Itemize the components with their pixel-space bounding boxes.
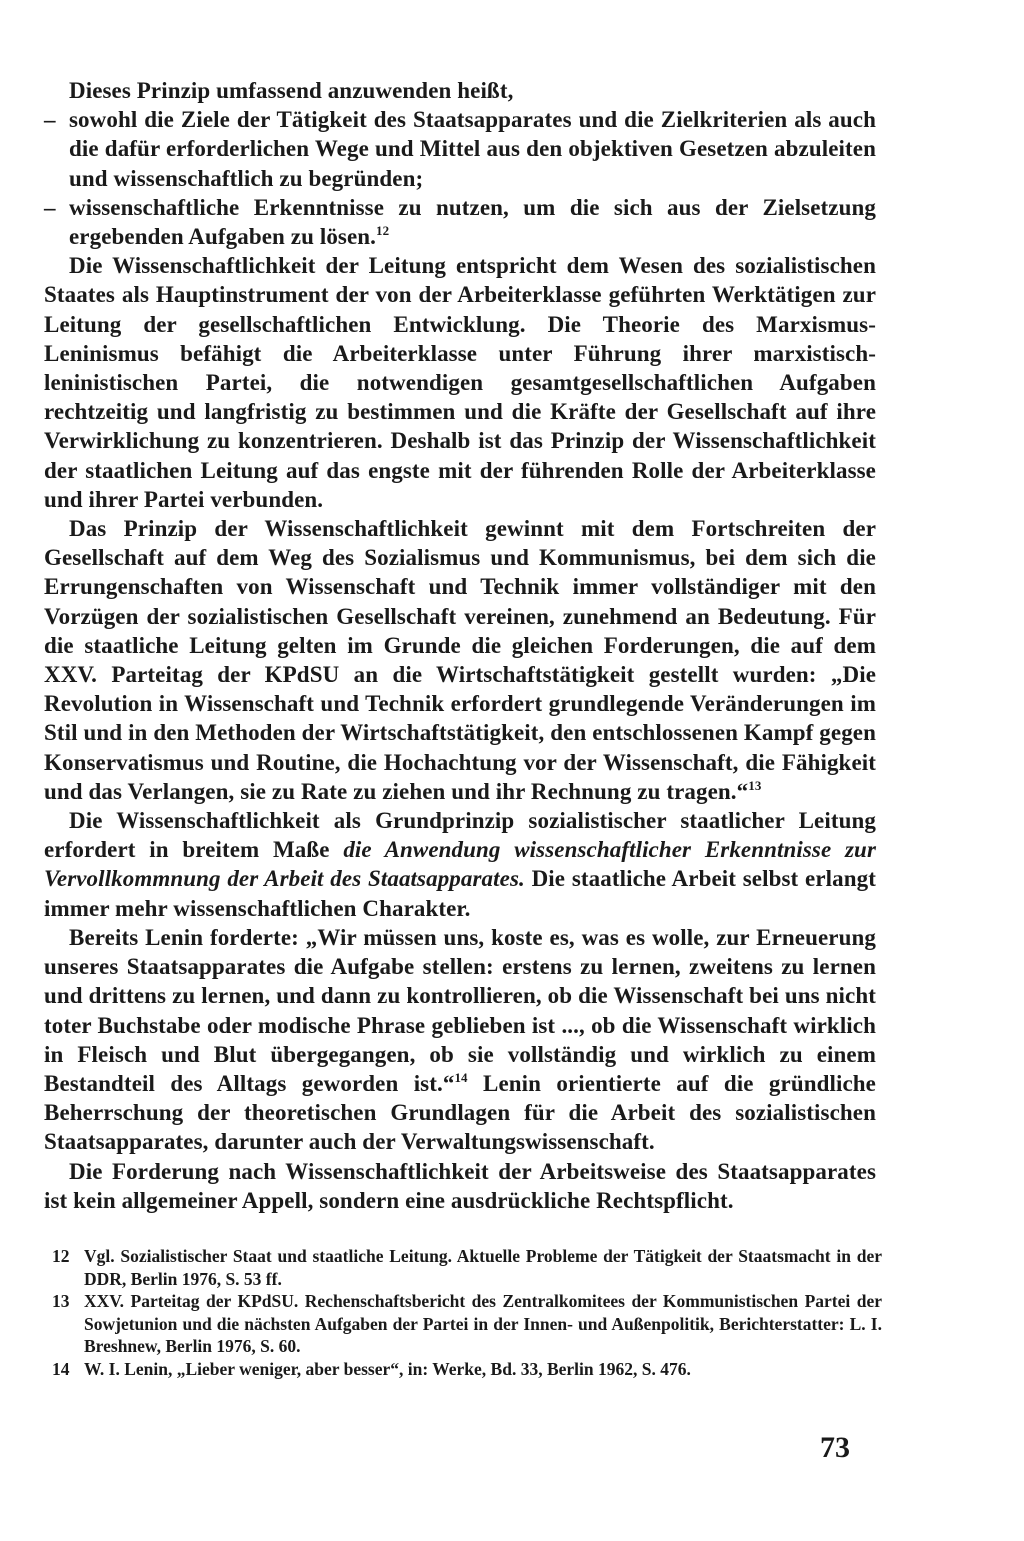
paragraph: [44, 514, 876, 806]
footnote-number: 13: [52, 1291, 70, 1311]
paragraph-text: Die staatliche Arbeit selbst erlangt immer mehr wissenschaftlichen Charakter.: [44, 866, 877, 921]
list-item-text: sowohl die Ziele der Tätigkeit des Staatsapparates und die Zielkriterien als auch die dafür erforderlichen Wege und Mittel aus den objektiven Gesetzen abzuleiten und wissenschaftlich zu begründen;: [69, 107, 876, 191]
page-number: 73: [820, 1431, 850, 1464]
footnote-text: W. I. Lenin, „Lieber weniger, aber besser“, in: Werke, Bd. 33, Berlin 1962, S. 476.: [84, 1358, 691, 1379]
paragraph: [44, 806, 876, 923]
list-item: [44, 105, 876, 193]
paragraph-text: Lenin orientierte auf die gründliche Beherrschung der theoretischen Grundlagen für die Arbeit des sozialistischen Staatsapparates, darunter auch der Verwaltungswissenschaft.: [44, 1070, 876, 1155]
intro-line: Dieses Prinzip umfassend anzuwenden heißt,: [69, 78, 514, 103]
footnote-number: 14: [52, 1358, 70, 1379]
footnotes: [52, 1245, 882, 1380]
footnote-ref: 14: [454, 1069, 468, 1085]
footnote-text: XXV. Parteitag der KPdSU. Rechenschaftsbericht des Zentralkomitees der Kommunistischen Partei der Sowjetunion und die nächsten Aufgaben der Partei in der Innen- und Außenpolitik, Berichterstatter: L. I. Breshnew, Berlin 1976, S. 60.: [84, 1291, 882, 1356]
paragraph-text: Das Prinzip der Wissenschaftlichkeit gewinnt mit dem Fortschreiten der Gesellschaft auf dem Weg des Sozialismus und Kommunismus, bei dem sich die Errungenschaften von Wissenschaft und Technik immer vollständiger mit den Vorzügen der sozialistischen Gesellschaft vereinen, zunehmend an Bedeutung. Für die staatliche Leitung gelten im Grunde die gleichen Forderungen, die auf dem XXV. Parteitag der KPdSU an die Wirtschaftstätigkeit gestellt wurden: „Die Revolution in Wissenschaft und Technik erfordert grundlegende Veränderungen im Stil und in den Methoden der Wirtschaftstätigkeit, den entschlossenen Kampf gegen Konservatismus und Routine, die Hochachtung vor der Wissenschaft, die Fähigkeit und das Verlangen, sie zu Rate zu ziehen und ihr Rechnung zu tragen.“: [44, 516, 876, 804]
list-item-text: wissenschaftliche Erkenntnisse zu nutzen, um die sich aus der Zielsetzung ergebenden Aufgaben zu lösen.: [69, 194, 876, 250]
dash-marker: –: [44, 194, 56, 220]
paragraph-text: Bereits Lenin forderte: „Wir müssen uns, koste es, was es wolle, zur Erneuerung unseres Staatsapparates die Aufgabe stellen: erstens zu lernen, zweitens zu lernen und drittens zu lernen, und dann zu kontrollieren, ob die Wissenschaft bei uns nicht toter Buchstabe oder modische Phrase geblieben ist ..., ob die Wissenschaft wirklich in Fleisch und Blut übergegangen, ob sie vollständig und wirklich zu einem Bestandteil des Alltags geworden ist.“: [44, 924, 876, 1096]
list-item: [44, 193, 876, 251]
paragraph: [44, 923, 876, 1157]
paragraph: Die Forderung nach Wissenschaftlichkeit der Arbeitsweise des Staatsapparates ist kein allgemeiner Appell, sondern eine ausdrückliche Rechtspflicht.: [44, 1158, 876, 1213]
footnote-ref: 13: [748, 777, 762, 793]
footnote-number: 12: [52, 1246, 70, 1266]
footnote: [52, 1358, 882, 1381]
footnote-ref: 12: [376, 223, 390, 239]
paragraph-text: Die Wissenschaftlichkeit als Grundprinzip sozialistischer staatlicher Leitung erfordert in breitem Maße: [44, 808, 876, 863]
emphasized-text: die Anwendung wissenschaftlicher Erkenntnisse zur Vervollkommnung der Arbeit des Staatsapparates.: [44, 837, 876, 892]
principle-list: [44, 105, 876, 251]
dash-marker: –: [44, 107, 56, 133]
body-text: [44, 76, 876, 1215]
footnote: [52, 1245, 882, 1290]
footnote-text: Vgl. Sozialistischer Staat und staatliche Leitung. Aktuelle Probleme der Tätigkeit der Staatsmacht in der DDR, Berlin 1976, S. 53 ff.: [84, 1246, 882, 1289]
paragraph: Die Wissenschaftlichkeit der Leitung entspricht dem Wesen des sozialistischen Staates als Hauptinstrument der von der Arbeiterklasse geführten Werktätigen zur Leitung der gesellschaftlichen Entwicklung. Die Theorie des Marxismus-Leninismus befähigt die Arbeiterklasse unter Führung ihrer marxistisch-leninistischen Partei, die notwendigen gesamtgesellschaftlichen Aufgaben rechtzeitig und langfristig zu bestimmen und die Kräfte der Gesellschaft auf ihre Verwirklichung zu konzentrieren. Deshalb ist das Prinzip der Wissenschaftlichkeit der staatlichen Leitung auf das engste mit der führenden Rolle der Arbeiterklasse und ihrer Partei verbunden.: [44, 253, 876, 512]
footnote: [52, 1290, 882, 1358]
